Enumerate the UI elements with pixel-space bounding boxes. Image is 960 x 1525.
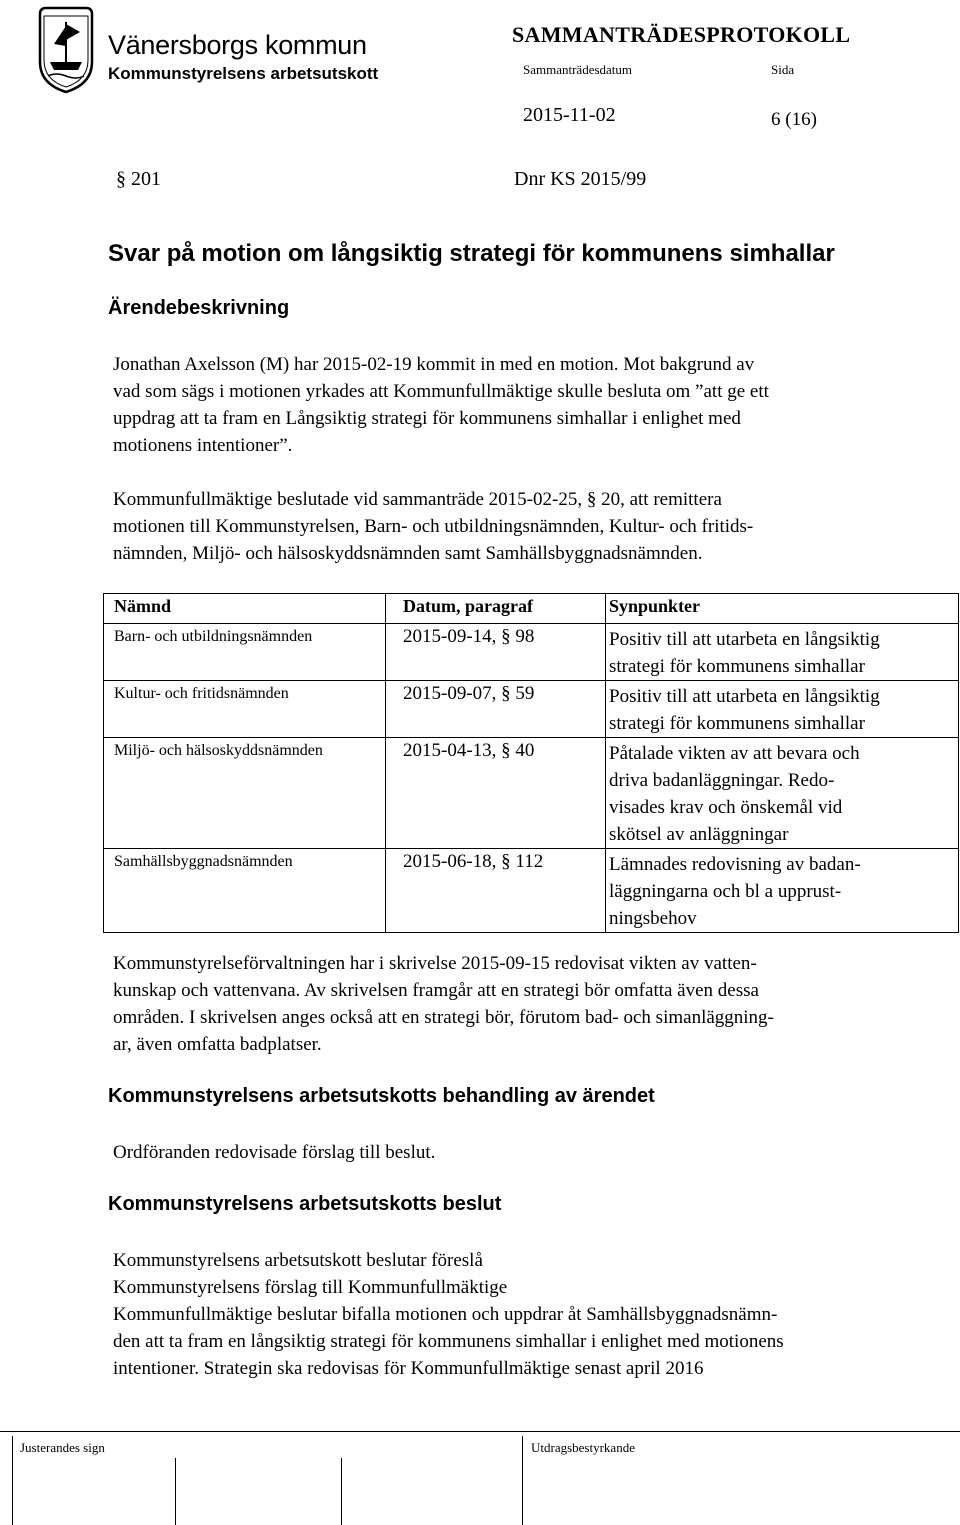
paragraph-motion <box>113 351 943 459</box>
text-line: intentioner. Strategin ska redovisas för Kommunfullmäktige senast april 2016 <box>113 1358 704 1379</box>
justerandes-sign-label: Justerandes sign <box>20 1440 105 1455</box>
cell-synpunkter <box>606 624 959 681</box>
cell-synpunkter <box>606 681 959 738</box>
municipal-crest-icon <box>36 4 96 94</box>
cell-namnd: Barn- och utbildningsnämnden <box>104 624 386 681</box>
column-header-datum: Datum, paragraf <box>386 594 606 624</box>
table-row <box>104 738 959 849</box>
text-line: strategi för kommunens simhallar <box>609 656 865 677</box>
text-line: Kommunstyrelsens förslag till Kommunfullmäktige <box>113 1277 508 1298</box>
cell-datum: 2015-09-14, § 98 <box>386 624 606 681</box>
table-row <box>104 624 959 681</box>
text-line: ningsbehov <box>609 908 697 929</box>
page-number: 6 (16) <box>771 109 817 130</box>
utdragsbestyrkande-label: Utdragsbestyrkande <box>531 1440 635 1455</box>
text-line: Påtalade vikten av att bevara och <box>609 743 860 764</box>
org-name: Vänersborgs kommun <box>108 30 367 60</box>
document-type: SAMMANTRÄDESPROTOKOLL <box>512 22 851 47</box>
heading-handling: Kommunstyrelsens arbetsutskotts behandling av ärendet <box>108 1085 655 1107</box>
column-header-synpunkter: Synpunkter <box>606 594 959 624</box>
text-line: Positiv till att utarbeta en långsiktig <box>609 686 880 707</box>
meeting-date: 2015-11-02 <box>523 104 616 126</box>
text-line: Kommunstyrelsens arbetsutskott beslutar föreslå <box>113 1250 483 1271</box>
text-line: Lämnades redovisning av badan- <box>609 854 861 875</box>
signature-box-divider <box>12 1436 13 1525</box>
cell-datum: 2015-06-18, § 112 <box>386 849 606 933</box>
text-line: motionen till Kommunstyrelsen, Barn- och utbildningsnämnden, Kultur- och fritids- <box>113 516 754 537</box>
cell-datum: 2015-09-07, § 59 <box>386 681 606 738</box>
cell-synpunkter <box>606 738 959 849</box>
text-line: uppdrag att ta fram en Långsiktig strategi för kommunens simhallar i enlighet med <box>113 408 741 429</box>
text-line: Positiv till att utarbeta en långsiktig <box>609 629 880 650</box>
page-label: Sida <box>771 62 795 77</box>
section-title: Svar på motion om långsiktig strategi för kommunens simhallar <box>108 240 835 267</box>
cell-synpunkter <box>606 849 959 933</box>
org-unit: Kommunstyrelsens arbetsutskott <box>108 64 379 83</box>
paragraph-handling <box>113 1139 943 1166</box>
footer-divider <box>0 1431 960 1432</box>
paragraph-beslut <box>113 1247 943 1382</box>
text-line: visades krav och önskemål vid <box>609 797 843 818</box>
text-line: Ordföranden redovisade förslag till beslut. <box>113 1142 436 1163</box>
text-line: ar, även omfatta badplatser. <box>113 1034 322 1055</box>
text-line: Kommunfullmäktige beslutade vid sammanträde 2015-02-25, § 20, att remittera <box>113 489 722 510</box>
text-line: nämnden, Miljö- och hälsoskyddsnämnden samt Samhällsbyggnadsnämnden. <box>113 543 703 564</box>
paragraph-skrivelse <box>113 950 943 1058</box>
paragraph-remiss <box>113 486 943 567</box>
text-line: områden. I skrivelsen anges också att en strategi bör, förutom bad- och simanläggning- <box>113 1007 774 1028</box>
signature-box-divider <box>341 1458 342 1525</box>
text-line: Jonathan Axelsson (M) har 2015-02-19 kommit in med en motion. Mot bakgrund av <box>113 354 755 375</box>
text-line: strategi för kommunens simhallar <box>609 713 865 734</box>
text-line: driva badanläggningar. Redo- <box>609 770 835 791</box>
cell-namnd: Samhällsbyggnadsnämnden <box>104 849 386 933</box>
text-line: vad som sägs i motionen yrkades att Kommunfullmäktige skulle besluta om ”att ge ett <box>113 381 769 402</box>
meeting-date-label: Sammanträdesdatum <box>523 62 633 77</box>
text-line: kunskap och vattenvana. Av skrivelsen framgår att en strategi bör omfatta även dessa <box>113 980 759 1001</box>
cell-datum: 2015-04-13, § 40 <box>386 738 606 849</box>
text-line: läggningarna och bl a upprust- <box>609 881 842 902</box>
signature-box-divider <box>522 1436 523 1525</box>
text-line: Kommunstyrelseförvaltningen har i skrivelse 2015-09-15 redovisat vikten av vatten- <box>113 953 757 974</box>
text-line: motionens intentioner”. <box>113 435 293 456</box>
heading-description: Ärendebeskrivning <box>108 297 290 319</box>
text-line: den att ta fram en långsiktig strategi för kommunens simhallar i enlighet med motionens <box>113 1331 784 1352</box>
heading-beslut: Kommunstyrelsens arbetsutskotts beslut <box>108 1193 502 1215</box>
column-header-namnd: Nämnd <box>104 594 386 624</box>
cell-namnd: Kultur- och fritidsnämnden <box>104 681 386 738</box>
remiss-table <box>103 593 959 933</box>
table-row <box>104 849 959 933</box>
table-header-row <box>104 594 959 624</box>
paragraph-number: § 201 <box>116 168 161 190</box>
case-number: Dnr KS 2015/99 <box>514 168 647 190</box>
text-line: Kommunfullmäktige beslutar bifalla motionen och uppdrar åt Samhällsbyggnadsnämn- <box>113 1304 778 1325</box>
text-line: skötsel av anläggningar <box>609 824 789 845</box>
signature-box-divider <box>175 1458 176 1525</box>
table-row <box>104 681 959 738</box>
cell-namnd: Miljö- och hälsoskyddsnämnden <box>104 738 386 849</box>
